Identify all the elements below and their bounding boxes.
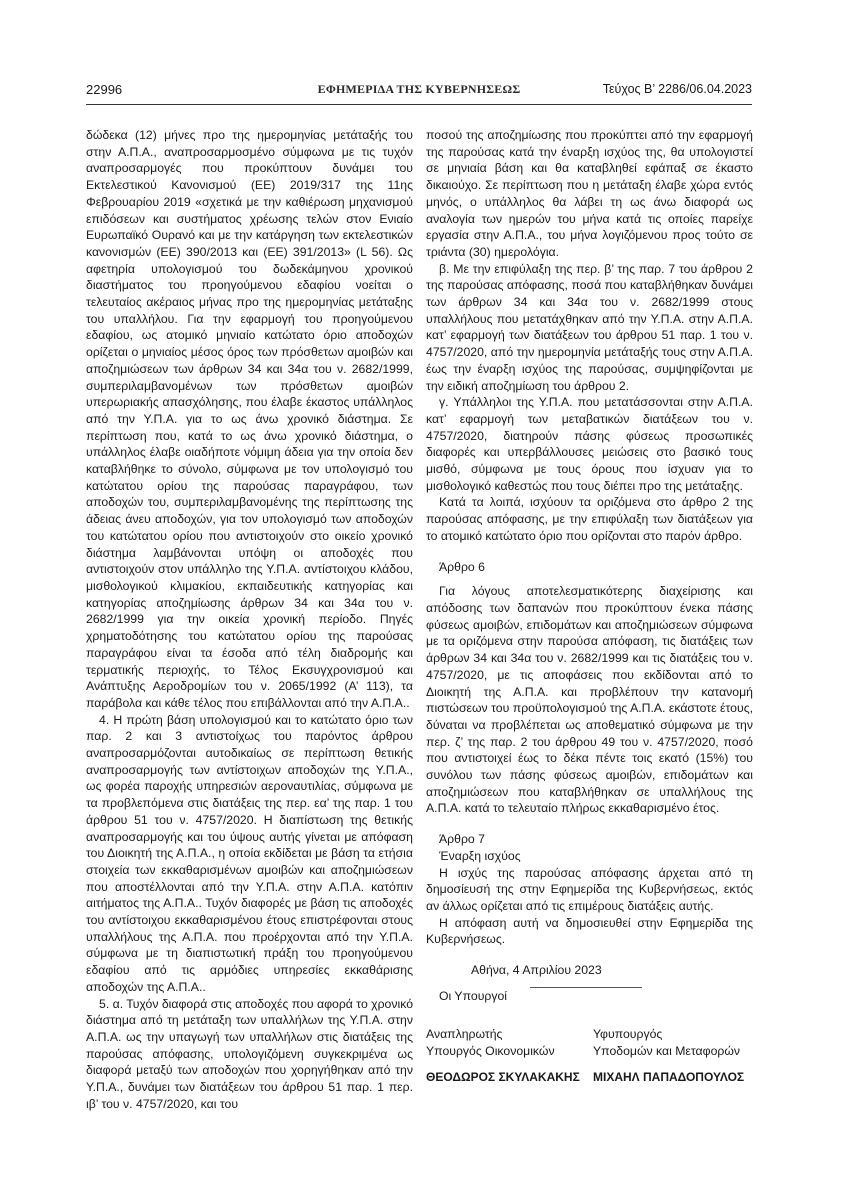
- article-7-title: Άρθρο 7: [439, 832, 485, 847]
- place-date: Αθήνα, 4 Απριλίου 2023: [471, 963, 602, 978]
- left-paragraph-2: 4. Η πρώτη βάση υπολογισμού και το κατώτατο όριο των παρ. 2 και 3 αντιστοίχως του παρόντος άρθρου αναπροσαρμόζονται αυτοδικαίως σε περίπτωση θετικής αναπροσαρμογής των αντίστοιχων αποδοχών της Υ.Π.Α., ως φορέα παροχής υπηρεσιών αεροναυτιλίας, σύμφωνα με τα προβλεπόμενα στις διατάξεις της περ. εα’ της παρ. 1 του άρθρου 51 του ν. 4757/2020. Η διαπίστωση της θετικής αναπροσαρμογής και του ύψους αυτής γίνεται με απόφαση του Διοικητή της Α.Π.Α., η οποία εκδίδεται με βάση τα ετήσια στοιχεία των εκκαθαρισμένων αμοιβών και αποζημιώσεων που αποστέλλονται από την Υ.Π.Α. στην Α.Π.Α. κατόπιν αιτήματος της Α.Π.Α.. Τυχόν διαφορές με βάση τις αποδοχές του αντίστοιχου εκκαθαρισμένου έτους επιστρέφονται στους υπαλλήλους της Α.Π.Α. που προέρχονται από την Υ.Π.Α. σύμφωνα με τη διαπιστωτική πράξη του προηγούμενου εδαφίου από τις αρμόδιες υπηρεσίες εκκαθάρισης αποδοχών της Α.Π.Α..: [86, 712, 413, 994]
- left-paragraph-3: 5. α. Τυχόν διαφορά στις αποδοχές που αφορά το χρονικό διάστημα από τη μετάταξη των υπαλλήλων της Υ.Π.Α. στην Α.Π.Α. ως την υπαγωγή των υπαλλήλων στις διατάξεις της παρούσας απόφασης, υπολογιζόμενη συγκεκριμένα ως διαφορά μεταξύ των αποδοχών που χορηγήθηκαν από την Υ.Π.Α., δυνάμει των διατάξεων του άρθρου 51 παρ. 1 περ. ιβ’ του ν. 4757/2020, και του: [86, 996, 414, 1111]
- article-7-subtitle: Έναρξη ισχύος: [439, 848, 521, 863]
- signatory-right-name: ΜΙΧΑΗΛ ΠΑΠΑΔΟΠΟΥΛΟΣ: [593, 1069, 745, 1084]
- signatory-left: [426, 1026, 581, 1085]
- signatory-left-role-1: Αναπληρωτής: [426, 1027, 503, 1042]
- article-6-title: Άρθρο 6: [439, 559, 485, 574]
- right-paragraph-4: Κατά τα λοιπά, ισχύουν τα οριζόμενα στο άρθρο 2 της παρούσας απόφασης, με την επιφύλαξη των διατάξεων για το ατομικό κατώτατο όριο που ορίζονται στο παρόν άρθρο.: [426, 495, 753, 543]
- ministers-heading: Οι Υπουργοί: [439, 988, 508, 1003]
- issue-reference: Τεύχος Β’ 2286/06.04.2023: [602, 82, 752, 96]
- right-paragraph-1: ποσού της αποζημίωσης που προκύπτει από την εφαρμογή της παρούσας κατά την έναρξη ισχύος της, θα υπολογιστεί σε μηνιαία βάση και θα καταβληθεί εφάπαξ σε έκαστο δικαιούχο. Σε περίπτωση που η μετάταξη έλαβε χώρα εντός μηνός, ο υπάλληλος θα λάβει τη ως άνω διαφορά ως αναλογία των ημερών του μήνα κατά τις οποίες παρείχε εργασία στην Α.Π.Α., του μήνα λογιζόμενου προς τούτο σε τριάντα (30) ημερολόγια.: [426, 128, 753, 259]
- page-header: [86, 82, 752, 102]
- left-column: [86, 127, 413, 1112]
- article-7-paragraph-1: Η ισχύς της παρούσας απόφασης άρχεται από τη δημοσίευσή της στην Εφημερίδα της Κυβερνήσεως, εκτός αν άλλως ορίζεται από τις επιμέρους διατάξεις αυτής.: [426, 865, 753, 913]
- left-paragraph-1: δώδεκα (12) μήνες προ της ημερομηνίας μετάταξής του στην Α.Π.Α., αναπροσαρμοσμένο σύμφωνα με τις τυχόν αναπροσαρμογές που προκύπτουν δυνάμει του Εκτελεστικού Κανονισμού (ΕΕ) 2019/317 της 11ης Φεβρουαρίου 2019 «σχετικά με την καθιέρωση μηχανισμού επιδόσεων και συστήματος χρέωσης τελών στον Ενιαίο Ευρωπαϊκό Ουρανό και με την κατάργηση των εκτελεστικών κανονισμών (ΕΕ) 390/2013 και (ΕΕ) 391/2013» (L 56). Ως αφετηρία υπολογισμού του δωδεκάμηνου χρονικού διαστήματος του προηγούμενου εδαφίου νοείται ο τελευταίος ακέραιος μήνας προ της ημερομηνίας μετάταξης του υπαλλήλου. Για την εφαρμογή του προηγούμενου εδαφίου, ως ατομικό μηνιαίο κατώτατο όριο αποδοχών ορίζεται ο μηνιαίος μέσος όρος των πρόσθετων αμοιβών και αποζημιώσεων των άρθρων 34 και 34α του ν. 2682/1999, συμπεριλαμβανομένων των πρόσθετων αμοιβών υπερωριακής απασχόλησης, που έλαβε έκαστος υπάλληλος από την Υ.Π.Α. για το ως άνω χρονικό διάστημα. Σε περίπτωση που, κατά το ως άνω χρονικό διάστημα, ο υπάλληλος έλαβε οιαδήποτε νόμιμη άδεια για την οποία δεν καταβλήθηκε το σύνολο, σύμφωνα με τον υπολογισμό του κατώτατου ορίου της παρούσας παραγράφου, των αποδοχών του, συμπεριλαμβανομένης της περίπτωσης της άδειας άνευ αποδοχών, για τον υπολογισμό των αποδοχών του κατώτατου ορίου που αντιστοιχούν στο οικείο χρονικό διάστημα λαμβάνονται υπόψη οι αποδοχές που αντιστοιχούν στον υπάλληλο της Υ.Π.Α. αντίστοιχου κλάδου, μισθολογικού κλιμακίου, εκπαιδευτικής κατηγορίας και κατηγορίας αποζημίωσης άρθρων 34 και 34α του ν. 2682/1999 για την οικεία χρονική περίοδο. Πηγές χρηματοδότησης του κατώτατου ορίου της παρούσας παραγράφου είναι τα έσοδα από τέλη διαδρομής και τερματικής περιοχής, το Τέλος Εκσυγχρονισμού και Ανάπτυξης Αεροδρομίων του ν. 2065/1992 (Α’ 113), τα παράβολα και κάθε τέλος που επιβάλλονται από την Α.Π.Α..: [86, 128, 413, 710]
- article-7-paragraph-2: Η απόφαση αυτή να δημοσιευθεί στην Εφημερίδα της Κυβερνήσεως.: [426, 915, 753, 947]
- signatory-right-role-1: Υφυπουργός: [593, 1027, 663, 1042]
- right-paragraph-2: β. Με την επιφύλαξη της περ. β’ της παρ. 7 του άρθρου 2 της παρούσας απόφασης, ποσά που καταβλήθηκαν δυνάμει των άρθρων 34 και 34α του ν. 2682/1999 στους υπαλλήλους που μετατάχθηκαν από την Υ.Π.Α. στην Α.Π.Α. κατ’ εφαρμογή των διατάξεων του άρθρου 51 παρ. 1 του ν. 4757/2020, από την ημερομηνία μετάταξής τους στην Α.Π.Α. έως την έναρξη ισχύος της παρούσας, συμψηφίζονται με την ειδική αποζημίωση του άρθρου 2.: [426, 261, 753, 393]
- right-paragraph-3: γ. Υπάλληλοι της Υ.Π.Α. που μετατάσσονται στην Α.Π.Α. κατ’ εφαρμογή των μεταβατικών διατάξεων του ν. 4757/2020, διατηρούν πάσης φύσεως προσωπικές διαφορές και υπερβάλλουσες μειώσεις στο βασικό τους μισθό, σύμφωνα με τους όρους που ίσχυαν για το μισθολογικό καθεστώς που τους διέπει προ της μετάταξης.: [426, 395, 753, 493]
- signatory-left-role-2: Υπουργός Οικονομικών: [426, 1044, 555, 1059]
- page-number: 22996: [86, 82, 123, 97]
- gazette-title: ΕΦΗΜΕΡΙΔΑ ΤΗΣ ΚΥΒΕΡΝΗΣΕΩΣ: [317, 82, 521, 96]
- signatory-right: [593, 1026, 753, 1085]
- right-column: [426, 127, 753, 1086]
- signatures: [426, 1026, 753, 1085]
- header-divider: [86, 104, 752, 105]
- signatory-right-role-2: Υποδομών και Μεταφορών: [593, 1044, 741, 1059]
- signatory-left-name: ΘΕΟΔΩΡΟΣ ΣΚΥΛΑΚΑΚΗΣ: [426, 1069, 580, 1084]
- article-6-text: Για λόγους αποτελεσματικότερης διαχείρισης και απόδοσης των δαπανών που προκύπτουν ένεκα πάσης φύσεως αμοιβών, επιδομάτων και αποζημιώσεων σύμφωνα με τα οριζόμενα στην παρούσα απόφαση, τις διατάξεις των άρθρων 34 και 34α του ν. 2682/1999 και τις διατάξεις του ν. 4757/2020, με τις αποφάσεις που εκδίδονται από το Διοικητή της Α.Π.Α. και προβλέπουν την κατανομή πιστώσεων του προϋπολογισμού της Α.Π.Α. εκάστοτε έτους, δύναται να προβλέπεται ως αποθεματικό σύμφωνα με την περ. ζ’ της παρ. 2 του άρθρου 49 του ν. 4757/2020, ποσό που αντιστοιχεί έως το δέκα πέντε τοις εκατό (15%) του συνόλου των πάσης φύσεως αμοιβών, επιδομάτων και αποζημιώσεων που καταβλήθηκαν σε υπαλλήλους της Α.Π.Α. κατά το τελευταίο πλήρως εκκαθαρισμένο έτος.: [426, 584, 753, 816]
